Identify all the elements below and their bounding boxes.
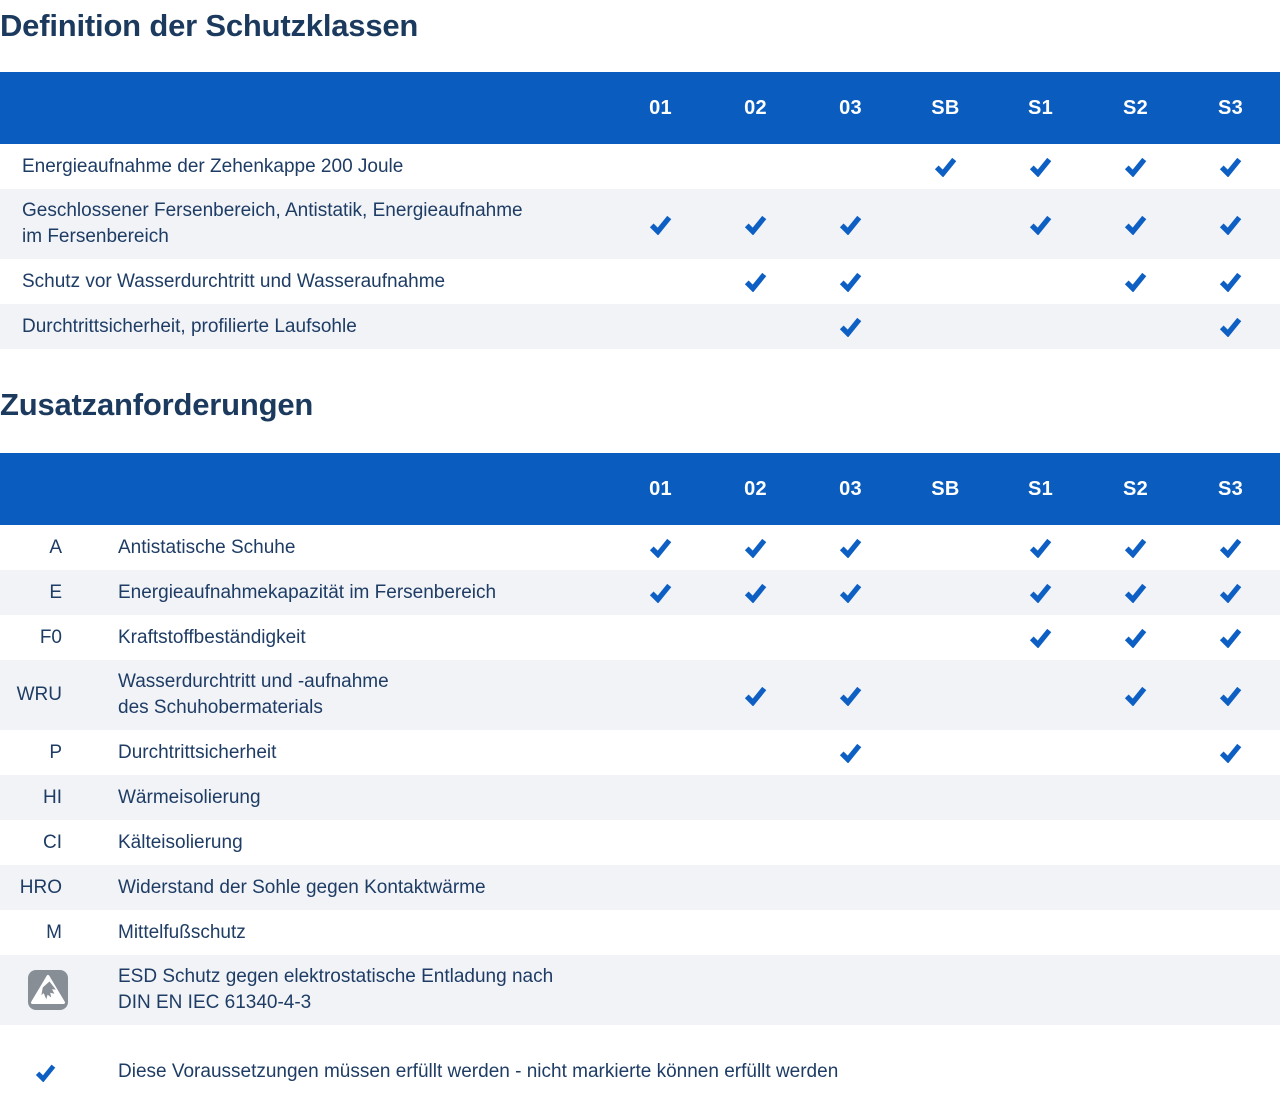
column-header-03: 03 xyxy=(839,477,862,500)
column-header-01: 01 xyxy=(649,96,672,119)
row-label xyxy=(90,740,613,766)
definition-table xyxy=(0,72,1280,349)
check-cell-01 xyxy=(613,537,708,558)
check-icon xyxy=(649,582,672,603)
column-header-s3: S3 xyxy=(1217,96,1244,119)
row-label xyxy=(90,875,613,901)
row-label-line: Wärmeisolierung xyxy=(118,786,261,808)
check-icon xyxy=(1219,685,1242,706)
column-header-s1: S1 xyxy=(1027,96,1054,119)
row-label-line: Durchtrittsicherheit, profilierte Laufsohle xyxy=(22,315,357,337)
check-cell-s3 xyxy=(1183,214,1278,235)
schutzklassen-page xyxy=(0,7,1280,1085)
check-icon xyxy=(839,582,862,603)
check-icon xyxy=(1029,156,1052,177)
row-code: HI xyxy=(43,786,62,808)
check-cell-s3 xyxy=(1183,537,1278,558)
check-icon xyxy=(1219,627,1242,648)
row-code: E xyxy=(49,581,62,603)
column-header-02: 02 xyxy=(744,96,767,119)
check-cell-02 xyxy=(708,685,803,706)
check-cell-03 xyxy=(803,214,898,235)
table-row xyxy=(0,775,1280,820)
check-cell-03 xyxy=(803,742,898,763)
check-cell-s2 xyxy=(1088,214,1183,235)
check-icon xyxy=(1219,742,1242,763)
column-header-s2: S2 xyxy=(1122,96,1149,119)
row-label xyxy=(90,580,613,606)
row-label-line: des Schuhobermaterials xyxy=(118,697,323,718)
check-icon xyxy=(1219,316,1242,337)
check-cell-02 xyxy=(708,582,803,603)
check-icon xyxy=(649,214,672,235)
row-label-line: DIN EN IEC 61340-4-3 xyxy=(118,992,312,1013)
check-icon xyxy=(1124,582,1147,603)
check-cell-s2 xyxy=(1088,537,1183,558)
row-label xyxy=(90,535,613,561)
section-title-zusatzanforderungen: Zusatzanforderungen xyxy=(0,387,314,422)
check-icon xyxy=(839,742,862,763)
table-row xyxy=(0,955,1280,1025)
check-cell-02 xyxy=(708,214,803,235)
check-cell-s2 xyxy=(1088,156,1183,177)
check-icon xyxy=(649,537,672,558)
check-cell-s1 xyxy=(993,582,1088,603)
row-label xyxy=(90,669,613,721)
table-row xyxy=(0,304,1280,349)
row-label-line: Energieaufnahmekapazität im Fersenbereich xyxy=(118,581,497,603)
check-icon xyxy=(1124,627,1147,648)
row-label-line: Schutz vor Wasserdurchtritt und Wasseraufnahme xyxy=(22,270,446,292)
row-label xyxy=(0,314,613,340)
check-cell-s2 xyxy=(1088,582,1183,603)
check-cell-s1 xyxy=(993,156,1088,177)
check-icon xyxy=(744,582,767,603)
table-body xyxy=(0,144,1280,349)
table-row xyxy=(0,660,1280,730)
row-label-line: Kraftstoffbeständigkeit xyxy=(118,626,306,648)
row-label-line: ESD Schutz gegen elektrostatische Entladung nach xyxy=(118,966,554,987)
check-cell-s3 xyxy=(1183,316,1278,337)
table-row xyxy=(0,189,1280,259)
row-label-line: Mittelfußschutz xyxy=(118,921,246,943)
column-header-s2: S2 xyxy=(1122,477,1149,500)
column-header-02: 02 xyxy=(744,477,767,500)
check-icon xyxy=(1124,537,1147,558)
table-row xyxy=(0,570,1280,615)
row-code: A xyxy=(49,536,62,558)
row-code: WRU xyxy=(16,684,62,705)
table-row xyxy=(0,259,1280,304)
check-icon xyxy=(934,156,957,177)
check-icon xyxy=(744,537,767,558)
check-cell-s3 xyxy=(1183,271,1278,292)
check-icon xyxy=(1219,156,1242,177)
column-header-01: 01 xyxy=(649,477,672,500)
check-icon xyxy=(744,271,767,292)
check-cell-03 xyxy=(803,271,898,292)
row-label-line: Durchtrittsicherheit xyxy=(118,741,277,763)
check-icon xyxy=(839,537,862,558)
check-icon xyxy=(839,214,862,235)
row-label-line: Energieaufnahme der Zehenkappe 200 Joule xyxy=(22,155,404,177)
check-cell-s3 xyxy=(1183,156,1278,177)
column-header-sb: SB xyxy=(931,477,960,500)
row-label-line: Antistatische Schuhe xyxy=(118,536,296,558)
zusatzanforderungen-table xyxy=(0,453,1280,1025)
row-label xyxy=(0,154,613,180)
table-body xyxy=(0,525,1280,1025)
row-label-line: Kälteisolierung xyxy=(118,831,243,853)
column-header-s1: S1 xyxy=(1027,477,1054,500)
legend-text: Diese Voraussetzungen müssen erfüllt werden - nicht markierte können erfüllt werden xyxy=(118,1061,839,1082)
check-icon xyxy=(839,685,862,706)
table-row xyxy=(0,615,1280,660)
check-cell-s1 xyxy=(993,537,1088,558)
row-label xyxy=(0,198,613,250)
check-cell-03 xyxy=(803,537,898,558)
row-label xyxy=(90,964,613,1016)
check-icon xyxy=(1029,582,1052,603)
esd-icon xyxy=(28,970,68,1010)
check-cell-s2 xyxy=(1088,271,1183,292)
row-code: HRO xyxy=(19,876,62,898)
check-icon xyxy=(839,316,862,337)
table-row xyxy=(0,730,1280,775)
row-label xyxy=(0,269,613,295)
table-row xyxy=(0,865,1280,910)
row-label xyxy=(90,625,613,651)
row-code: CI xyxy=(43,831,62,853)
table-row xyxy=(0,820,1280,865)
table-row xyxy=(0,525,1280,570)
legend xyxy=(0,1059,1280,1085)
check-icon xyxy=(1124,685,1147,706)
check-icon xyxy=(35,1063,56,1082)
check-icon xyxy=(744,214,767,235)
check-icon xyxy=(744,685,767,706)
column-header-03: 03 xyxy=(839,96,862,119)
table-header-row xyxy=(0,453,1280,525)
check-cell-01 xyxy=(613,214,708,235)
check-icon xyxy=(1124,271,1147,292)
row-label-line: Geschlossener Fersenbereich, Antistatik, Energieaufnahme xyxy=(22,200,523,221)
check-cell-s3 xyxy=(1183,742,1278,763)
check-cell-02 xyxy=(708,271,803,292)
check-cell-s1 xyxy=(993,214,1088,235)
row-code: F0 xyxy=(39,626,62,648)
row-code: P xyxy=(49,741,62,763)
row-label xyxy=(90,920,613,946)
check-cell-s1 xyxy=(993,627,1088,648)
column-header-sb: SB xyxy=(931,96,960,119)
table-header-row xyxy=(0,72,1280,144)
row-label-line: im Fersenbereich xyxy=(22,226,169,247)
row-label-line: Widerstand der Sohle gegen Kontaktwärme xyxy=(118,876,486,898)
check-cell-s3 xyxy=(1183,582,1278,603)
check-icon xyxy=(1124,156,1147,177)
row-label xyxy=(90,785,613,811)
check-cell-sb xyxy=(898,156,993,177)
section-title-schutzklassen: Definition der Schutzklassen xyxy=(0,8,419,43)
check-icon xyxy=(1029,627,1052,648)
row-code xyxy=(0,970,90,1010)
check-icon xyxy=(1219,537,1242,558)
check-icon xyxy=(1219,214,1242,235)
check-icon xyxy=(1124,214,1147,235)
check-cell-s2 xyxy=(1088,685,1183,706)
table-row xyxy=(0,910,1280,955)
check-cell-03 xyxy=(803,685,898,706)
row-code: M xyxy=(46,921,62,943)
legend-check-wrap xyxy=(0,1063,90,1082)
check-cell-s3 xyxy=(1183,627,1278,648)
check-icon xyxy=(1029,214,1052,235)
row-label xyxy=(90,830,613,856)
check-cell-03 xyxy=(803,316,898,337)
check-cell-02 xyxy=(708,537,803,558)
check-icon xyxy=(839,271,862,292)
content xyxy=(0,7,1280,1085)
table-row xyxy=(0,144,1280,189)
check-cell-s2 xyxy=(1088,627,1183,648)
check-icon xyxy=(1219,582,1242,603)
check-icon xyxy=(1029,537,1052,558)
check-cell-s3 xyxy=(1183,685,1278,706)
check-cell-01 xyxy=(613,582,708,603)
row-label-line: Wasserdurchtritt und -aufnahme xyxy=(118,671,389,692)
check-icon xyxy=(1219,271,1242,292)
column-header-s3: S3 xyxy=(1217,477,1244,500)
check-cell-03 xyxy=(803,582,898,603)
